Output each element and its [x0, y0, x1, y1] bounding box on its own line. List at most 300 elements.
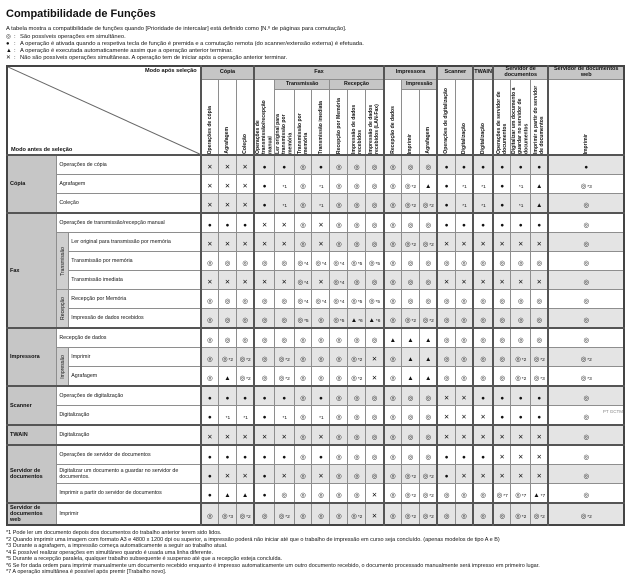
- compatibility-symbol: ✕: [207, 241, 213, 248]
- compatibility-symbol: ◎: [461, 356, 467, 363]
- compatibility-symbol: ✕: [461, 279, 467, 286]
- compatibility-symbol: ●: [500, 164, 505, 171]
- compatibility-symbol: ◎: [443, 337, 450, 344]
- compatibility-symbol: ◎: [300, 473, 306, 480]
- compatibility-symbol: ◎: [517, 260, 524, 267]
- compatibility-symbol: ◎: [583, 492, 590, 499]
- matrix-cell: [236, 194, 254, 214]
- compatibility-symbol: ◎: [318, 375, 324, 382]
- matrix-cell: [294, 175, 312, 194]
- matrix-cell: [437, 213, 455, 233]
- matrix-cell: [437, 386, 455, 406]
- matrix-cell: [384, 503, 402, 525]
- compatibility-symbol: ◎: [261, 356, 268, 363]
- matrix-cell: [312, 290, 330, 309]
- compatibility-symbol: ◎: [390, 183, 396, 190]
- matrix-cell: [530, 406, 548, 426]
- matrix-cell: [218, 425, 236, 445]
- matrix-cell: [348, 213, 366, 233]
- compatibility-symbol: ▲: [424, 183, 432, 190]
- matrix-cell: [312, 348, 330, 367]
- compatibility-symbol: ◎: [371, 202, 378, 209]
- table-row: [7, 290, 624, 309]
- matrix-cell: [294, 465, 312, 484]
- matrix-cell: [530, 155, 548, 175]
- compatibility-symbol: ◎: [300, 356, 306, 363]
- compatibility-symbol: ●: [262, 202, 267, 209]
- matrix-cell: [218, 155, 236, 175]
- compatibility-symbol: ✕: [242, 241, 248, 248]
- compatibility-symbol: ◎: [224, 337, 231, 344]
- compatibility-symbol: ●: [462, 164, 466, 171]
- compatibility-symbol: ◎: [371, 414, 378, 421]
- footnote-mark: *7: [503, 494, 508, 499]
- row-label: Operações de transmissão/recepção manual: [57, 213, 201, 233]
- matrix-cell: [218, 406, 236, 426]
- matrix-cell: [493, 386, 511, 406]
- row-group-label: TWAIN: [7, 425, 57, 445]
- compatibility-symbol: ✕: [242, 164, 248, 171]
- matrix-cell: [493, 309, 511, 329]
- matrix-cell: [254, 252, 274, 271]
- compatibility-symbol: ◎: [335, 202, 342, 209]
- matrix-cell: [201, 290, 219, 309]
- matrix-cell: [312, 233, 330, 252]
- matrix-cell: [419, 465, 437, 484]
- compatibility-symbol: ◎: [517, 337, 524, 344]
- compatibility-symbol: ✕: [461, 414, 467, 421]
- compatibility-symbol: ✕: [517, 454, 524, 461]
- compatibility-symbol: ✕: [261, 434, 268, 441]
- matrix-cell: [294, 406, 312, 426]
- compatibility-symbol: ●: [243, 395, 248, 402]
- compatibility-symbol: ✕: [499, 473, 505, 480]
- row-label: Agrafagem: [69, 367, 201, 387]
- matrix-cell: [236, 233, 254, 252]
- matrix-cell: [419, 445, 437, 465]
- matrix-cell: [493, 233, 511, 252]
- column-header: [493, 80, 511, 156]
- footnote-mark: *1: [319, 416, 324, 421]
- matrix-cell: [366, 484, 384, 504]
- matrix-cell: [312, 252, 330, 271]
- compatibility-symbol: ●: [444, 164, 449, 171]
- compatibility-symbol: ◎: [407, 279, 414, 286]
- matrix-cell: [201, 328, 219, 348]
- compatibility-symbol: ●: [207, 222, 212, 229]
- compatibility-symbol: ●: [207, 492, 212, 499]
- matrix-cell: [201, 465, 219, 484]
- compatibility-symbol: ◎: [533, 513, 540, 520]
- matrix-cell: [294, 290, 312, 309]
- matrix-cell: [473, 484, 493, 504]
- matrix-cell: [294, 213, 312, 233]
- matrix-cell: [530, 252, 548, 271]
- footnote-mark: *2: [411, 243, 417, 248]
- compatibility-symbol: ✕: [480, 414, 486, 421]
- compatibility-symbol: ●: [243, 454, 248, 461]
- matrix-cell: [437, 367, 455, 387]
- matrix-cell: [402, 406, 420, 426]
- footnote-mark: *2: [521, 377, 527, 382]
- compatibility-symbol: ◎: [335, 492, 342, 499]
- matrix-cell: [548, 194, 624, 214]
- compatibility-symbol: ✕: [318, 241, 324, 248]
- matrix-cell: [511, 233, 531, 252]
- matrix-cell: [548, 386, 624, 406]
- compatibility-symbol: ●: [282, 164, 287, 171]
- footnote-mark: *4: [321, 262, 327, 267]
- compatibility-symbol: ✕: [499, 454, 505, 461]
- column-header: [419, 90, 437, 156]
- compatibility-symbol: ◎: [281, 298, 288, 305]
- matrix-cell: [312, 406, 330, 426]
- compatibility-symbol: ◎: [480, 298, 486, 305]
- compatibility-symbol: ✕: [499, 434, 505, 441]
- row-label: Imprimir a partir do servidor de documentos: [57, 484, 201, 504]
- footnote-mark: *1: [481, 204, 486, 209]
- matrix-cell: [274, 445, 294, 465]
- compatibility-symbol: ✕: [371, 375, 378, 382]
- matrix-cell: [473, 406, 493, 426]
- matrix-cell: [236, 309, 254, 329]
- matrix-cell: [530, 367, 548, 387]
- row-label: Transmissão imediata: [69, 271, 201, 290]
- column-group-header: Impressora: [384, 66, 438, 80]
- matrix-cell: [236, 367, 254, 387]
- compatibility-symbol: ✕: [480, 241, 486, 248]
- matrix-cell: [473, 386, 493, 406]
- compatibility-symbol: ✕: [281, 241, 287, 248]
- matrix-cell: [294, 233, 312, 252]
- compatibility-symbol: ✕: [281, 434, 287, 441]
- matrix-cell: [274, 309, 294, 329]
- row-label: Operações de cópia: [57, 155, 201, 175]
- compatibility-symbol: ◎: [390, 395, 396, 402]
- matrix-cell: [348, 309, 366, 329]
- compatibility-symbol: ◎: [499, 356, 505, 363]
- compatibility-symbol: ✕: [371, 492, 378, 499]
- matrix-cell: [236, 425, 254, 445]
- compatibility-symbol: ◎: [351, 298, 357, 305]
- compatibility-symbol: ◎: [371, 222, 378, 229]
- compatibility-symbol: ◎: [206, 260, 213, 267]
- row-subgroup-label: [57, 233, 69, 290]
- compatibility-symbol: ◎: [239, 375, 246, 382]
- compatibility-symbol: ●: [318, 395, 323, 402]
- table-row: [7, 503, 624, 525]
- compatibility-symbol: ◎: [390, 473, 396, 480]
- table-row: [7, 328, 624, 348]
- matrix-cell: [493, 503, 511, 525]
- footnote-mark: *2: [521, 358, 527, 363]
- row-group-label: Fax: [7, 213, 57, 328]
- compatibility-symbol: ◎: [261, 298, 268, 305]
- footnote-mark: *7: [521, 494, 527, 499]
- matrix-cell: [548, 213, 624, 233]
- matrix-cell: [455, 503, 473, 525]
- matrix-cell: [254, 194, 274, 214]
- matrix-cell: [455, 406, 473, 426]
- legend-item: ◎ : São possíveis operações em simultâneo.: [6, 34, 126, 40]
- compatibility-symbol: ◎: [443, 260, 450, 267]
- compatibility-symbol: ◎: [536, 337, 543, 344]
- matrix-cell: [402, 425, 420, 445]
- footnote-mark: *2: [587, 358, 592, 363]
- compatibility-symbol: ▲: [424, 337, 432, 344]
- matrix-cell: [419, 194, 437, 214]
- column-group-header: Scanner: [437, 66, 473, 80]
- matrix-cell: [511, 445, 531, 465]
- table-row: [7, 386, 624, 406]
- matrix-cell: [384, 445, 402, 465]
- matrix-cell: [493, 271, 511, 290]
- matrix-cell: [274, 348, 294, 367]
- legend-text: A operação é executada automaticamente assim que a operação anterior terminar.: [20, 48, 233, 54]
- matrix-cell: [294, 252, 312, 271]
- compatibility-symbol: ◎: [390, 279, 396, 286]
- matrix-cell: [312, 484, 330, 504]
- compatibility-symbol: ◎: [297, 317, 304, 324]
- footnote-mark: *1: [282, 416, 287, 421]
- compatibility-symbol: ✕: [499, 241, 505, 248]
- matrix-cell: [254, 348, 274, 367]
- matrix-cell: [294, 445, 312, 465]
- table-row: [7, 348, 624, 367]
- compatibility-symbol: ◎: [480, 260, 486, 267]
- matrix-cell: [402, 328, 420, 348]
- compatibility-symbol: ◎: [318, 513, 324, 520]
- compatibility-symbol: ✕: [461, 241, 467, 248]
- compatibility-symbol: ◎: [300, 241, 306, 248]
- compatibility-symbol: ◎: [318, 492, 324, 499]
- matrix-cell: [274, 271, 294, 290]
- compatibility-symbol: ◎: [407, 164, 414, 171]
- compatibility-symbol: ✕: [242, 202, 248, 209]
- matrix-cell: [511, 194, 531, 214]
- compatibility-symbol: ◎: [353, 454, 360, 461]
- matrix-cell: [493, 425, 511, 445]
- compatibility-symbol: ◎: [351, 375, 357, 382]
- matrix-cell: [294, 309, 312, 329]
- matrix-cell: [473, 309, 493, 329]
- footnote-mark: *2: [246, 358, 251, 363]
- compatibility-symbol: ◎: [536, 260, 543, 267]
- footnote-mark: *2: [357, 377, 363, 382]
- matrix-cell: [455, 309, 473, 329]
- footnote: *2 Quando imprimir uma imagem com formato A3 e 4800 x 1200 dpi ou superior, a impressão poderá não iniciar até que o trabalho de impressão em curso seja concluído. (apenas modelos de tipo A e B): [6, 536, 500, 543]
- matrix-cell: [548, 328, 624, 348]
- footnote-mark: *5: [357, 262, 363, 267]
- compatibility-symbol: ▲: [424, 356, 432, 363]
- compatibility-symbol: ◎: [580, 356, 587, 363]
- compatibility-symbol: ◎: [404, 473, 411, 480]
- compatibility-symbol: ◎: [443, 375, 450, 382]
- compatibility-symbol: ◎: [353, 222, 360, 229]
- matrix-cell: [254, 328, 274, 348]
- compatibility-symbol: ✕: [224, 279, 231, 286]
- matrix-cell: [218, 386, 236, 406]
- matrix-cell: [419, 406, 437, 426]
- column-header-label: Transmissão imediata: [317, 100, 324, 154]
- matrix-cell: [419, 425, 437, 445]
- compatibility-symbol: ◎: [407, 454, 414, 461]
- matrix-cell: [312, 367, 330, 387]
- compatibility-symbol: ◎: [461, 260, 467, 267]
- row-subgroup-text: Impressão: [59, 354, 66, 379]
- compatibility-symbol: ▲: [407, 356, 414, 363]
- table-row: [7, 406, 624, 426]
- compatibility-symbol: ●: [518, 414, 523, 421]
- column-header-label: Recepção por Memória: [335, 97, 342, 154]
- compatibility-symbol: ◎: [390, 202, 396, 209]
- compatibility-symbol: ◎: [353, 473, 360, 480]
- compatibility-symbol: ◎: [583, 241, 590, 248]
- compatibility-symbol: ✕: [443, 395, 450, 402]
- matrix-cell: [274, 290, 294, 309]
- matrix-cell: [201, 406, 219, 426]
- column-header-label: Digitalização: [479, 122, 486, 154]
- matrix-cell: [511, 271, 531, 290]
- compatibility-symbol: ◎: [461, 492, 467, 499]
- matrix-cell: [530, 445, 548, 465]
- matrix-cell: [437, 271, 455, 290]
- compatibility-symbol: ◎: [300, 222, 306, 229]
- matrix-cell: [402, 290, 420, 309]
- matrix-cell: [511, 175, 531, 194]
- compatibility-symbol: ◎: [425, 279, 431, 286]
- matrix-cell: [201, 194, 219, 214]
- footnote-mark: *2: [246, 515, 251, 520]
- footnote-mark: *4: [339, 300, 345, 305]
- matrix-cell: [530, 271, 548, 290]
- compatibility-symbol: ◎: [239, 356, 246, 363]
- footnote-mark: *2: [429, 319, 434, 324]
- compatibility-symbol: ◎: [583, 414, 590, 421]
- matrix-cell: [548, 348, 624, 367]
- footnote-mark: *1: [243, 416, 248, 421]
- compatibility-symbol: ◎: [300, 395, 306, 402]
- matrix-cell: [548, 233, 624, 252]
- compatibility-symbol: ✕: [480, 434, 486, 441]
- compatibility-symbol: ◎: [390, 375, 396, 382]
- compatibility-symbol: ●: [444, 222, 449, 229]
- footnote-mark: *4: [339, 262, 345, 267]
- footnote-mark: *1: [319, 204, 324, 209]
- compatibility-symbol: ◎: [239, 513, 246, 520]
- matrix-cell: [402, 233, 420, 252]
- footnote-mark: *5: [375, 300, 381, 305]
- matrix-cell: [366, 175, 384, 194]
- compatibility-symbol: ◎: [515, 375, 521, 382]
- matrix-cell: [384, 386, 402, 406]
- compatibility-symbol: ◎: [297, 298, 304, 305]
- footnote-mark: *2: [411, 185, 417, 190]
- matrix-corner: [7, 66, 201, 155]
- compatibility-symbol: ✕: [536, 473, 542, 480]
- compatibility-symbol: ●: [262, 454, 267, 461]
- matrix-cell: [511, 252, 531, 271]
- matrix-cell: [236, 386, 254, 406]
- compatibility-symbol: ▲: [368, 317, 375, 324]
- matrix-cell: [493, 406, 511, 426]
- compatibility-symbol: ●: [207, 473, 212, 480]
- column-header: [437, 80, 455, 156]
- column-header-label: Agrafagem: [224, 127, 231, 154]
- compatibility-symbol: ✕: [224, 183, 231, 190]
- compatibility-symbol: ◎: [242, 337, 248, 344]
- compatibility-symbol: ◎: [583, 473, 590, 480]
- matrix-cell: [384, 348, 402, 367]
- matrix-cell: [254, 367, 274, 387]
- footnote-mark: *2: [357, 358, 363, 363]
- matrix-cell: [419, 503, 437, 525]
- compatibility-symbol: ●: [318, 164, 323, 171]
- footnotes: [6, 530, 625, 576]
- matrix-cell: [274, 386, 294, 406]
- column-header: [548, 80, 624, 156]
- symbol-legend: [6, 34, 625, 62]
- compatibility-symbol: ▲: [407, 375, 414, 382]
- row-group-label: Cópia: [7, 155, 57, 213]
- compatibility-symbol: ◎: [351, 260, 357, 267]
- matrix-cell: [330, 465, 348, 484]
- matrix-cell: [201, 348, 219, 367]
- column-group-header: Cópia: [201, 66, 255, 80]
- compatibility-symbol: ◎: [318, 356, 324, 363]
- compatibility-symbol: ◎: [407, 414, 414, 421]
- compatibility-symbol: ●: [225, 222, 230, 229]
- row-label: Operações de servidor de documentos: [57, 445, 201, 465]
- compatibility-symbol: ◎: [422, 317, 429, 324]
- matrix-cell: [218, 465, 236, 484]
- matrix-cell: [419, 290, 437, 309]
- matrix-cell: [254, 465, 274, 484]
- row-label: Digitalização: [57, 425, 201, 445]
- compatibility-symbol: ▲: [424, 375, 432, 382]
- matrix-cell: [455, 348, 473, 367]
- legend-item: ● : A operação é ativada quando a respetiva tecla de função é premida e a comutação remota (do scanner/extensão externa) é efetuada.: [6, 41, 364, 47]
- footnote-mark: *1: [225, 416, 231, 421]
- matrix-cell: [348, 194, 366, 214]
- matrix-cell: [348, 252, 366, 271]
- compatibility-symbol: ◎: [206, 356, 213, 363]
- matrix-cell: [348, 290, 366, 309]
- footnote-mark: *6: [358, 319, 363, 324]
- compatibility-symbol: ●: [444, 202, 449, 209]
- matrix-cell: [312, 386, 330, 406]
- footnote-mark: *2: [540, 358, 545, 363]
- column-header: [511, 80, 531, 156]
- compatibility-symbol: ●: [481, 395, 486, 402]
- footnote-mark: *2: [429, 243, 434, 248]
- legend-symbol-auto-icon: ▲: [6, 48, 12, 54]
- compatibility-symbol: ◎: [300, 492, 306, 499]
- matrix-cell: [366, 503, 384, 525]
- matrix-cell: [274, 328, 294, 348]
- table-row: [7, 465, 624, 484]
- compatibility-symbol: ◎: [461, 317, 467, 324]
- matrix-cell: [455, 290, 473, 309]
- compatibility-symbol: ◎: [300, 183, 306, 190]
- matrix-cell: [437, 290, 455, 309]
- compatibility-symbol: ●: [207, 414, 212, 421]
- compatibility-symbol: ◎: [300, 164, 306, 171]
- compatibility-symbol: ✕: [536, 454, 542, 461]
- matrix-cell: [348, 233, 366, 252]
- footnote-mark: *3: [540, 377, 545, 382]
- footnote-mark: *2: [411, 204, 417, 209]
